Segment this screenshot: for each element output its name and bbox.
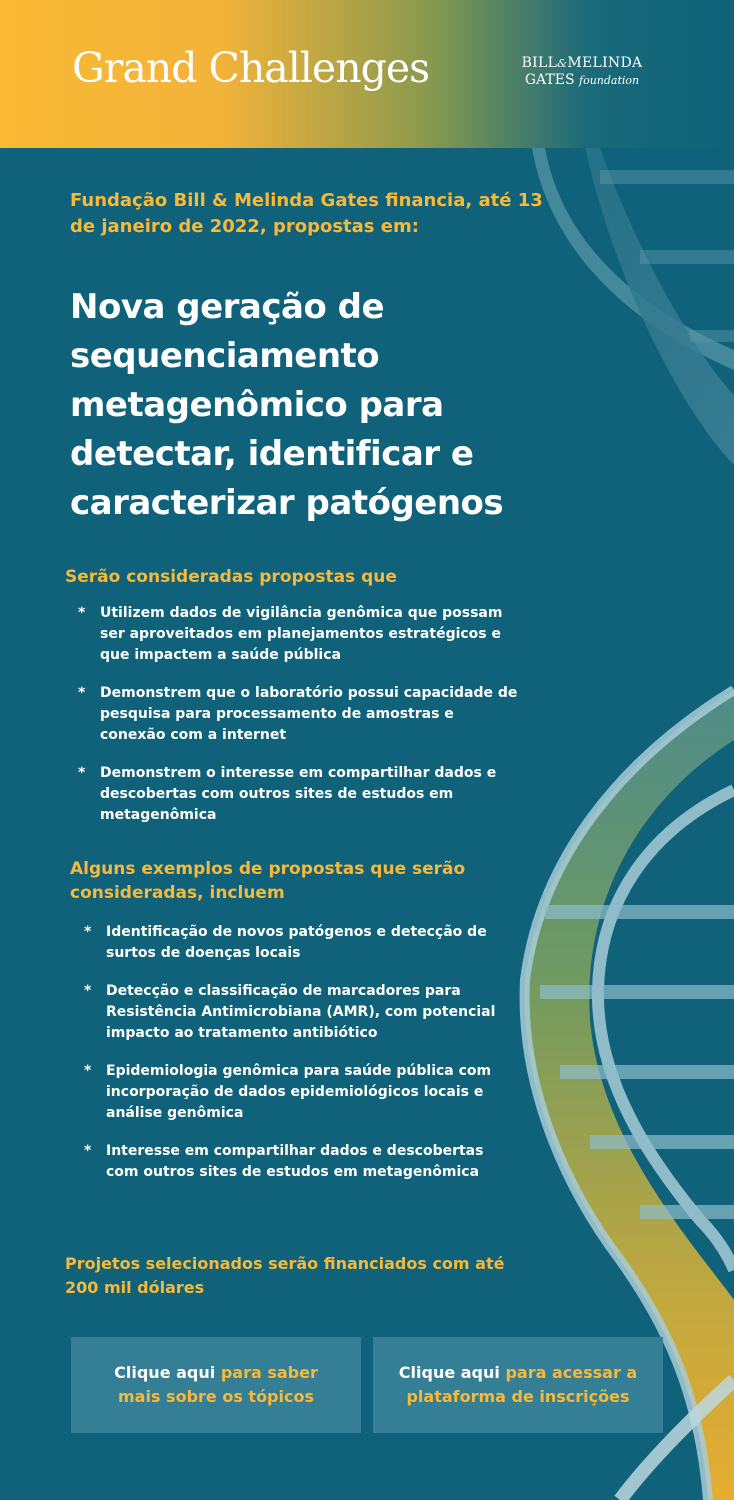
bullet-star: * xyxy=(84,924,92,940)
logo-word-foundation: foundation xyxy=(579,74,640,87)
list-item-text: Detecção e classificação de marcadores para Resistência Antimicrobiana (AMR), com potencial impacto ao tratamento antibiótico xyxy=(106,983,496,1041)
intro-text: Fundação Bill & Melinda Gates financia, até 13 de janeiro de 2022, propostas em: xyxy=(70,190,543,237)
bullet-star: * xyxy=(78,765,86,781)
examples-title: Alguns exemplos de propostas que serão consideradas, incluem xyxy=(70,859,466,903)
criteria-title: Serão consideradas propostas que xyxy=(65,567,397,587)
logo-word-melinda: MELINDA xyxy=(567,55,643,71)
bullet-star: * xyxy=(84,1143,92,1159)
list-item-text: Epidemiologia genômica para saúde pública com incorporação de dados epidemiológicos locais e análise genômica xyxy=(106,1063,492,1121)
apply-button[interactable] xyxy=(373,1337,663,1433)
list-item xyxy=(84,922,504,964)
headline: Nova geração de sequenciamento metagenômico para detectar, identificar e caracterizar patógenos xyxy=(70,287,504,523)
bullet-star: * xyxy=(84,983,92,999)
dna-helix-top xyxy=(532,148,734,465)
list-item xyxy=(78,603,518,666)
topics-button-label xyxy=(91,1361,341,1409)
list-item xyxy=(84,1141,504,1183)
bullet-star: * xyxy=(84,1063,92,1079)
apply-button-lead: Clique aqui xyxy=(398,1363,500,1382)
topics-button-lead: Clique aqui xyxy=(114,1363,216,1382)
topics-button[interactable] xyxy=(71,1337,361,1433)
list-item xyxy=(78,763,518,826)
list-item-text: Demonstrem que o laboratório possui capacidade de pesquisa para processamento de amostras e conexão com a internet xyxy=(100,685,518,743)
logo-line-1 xyxy=(497,55,667,71)
logo-line-2 xyxy=(497,72,667,88)
logo-ampersand: & xyxy=(557,57,568,70)
funding-text: Projetos selecionados serão financiados com até 200 mil dólares xyxy=(65,1254,505,1297)
examples-list xyxy=(84,922,504,1200)
list-item-text: Identificação de novos patógenos e detecção de surtos de doenças locais xyxy=(106,924,487,961)
bullet-star: * xyxy=(78,605,86,621)
list-item-text: Interesse em compartilhar dados e descobertas com outros sites de estudos em metagenômica xyxy=(106,1143,484,1180)
bullet-star: * xyxy=(78,685,86,701)
list-item-text: Utilizem dados de vigilância genômica que possam ser aproveitados em planejamentos estratégicos e que impactem a saúde pública xyxy=(100,605,503,663)
grand-challenges-title: Grand Challenges xyxy=(72,44,430,92)
apply-button-rest: para acessar a plataforma de inscrições xyxy=(406,1363,638,1406)
list-item xyxy=(84,981,504,1044)
apply-button-label xyxy=(393,1361,643,1409)
topics-button-rest: para saber mais sobre os tópicos xyxy=(118,1363,318,1406)
criteria-list xyxy=(78,603,518,843)
gates-foundation-logo xyxy=(497,55,667,88)
logo-word-gates: GATES xyxy=(524,72,575,88)
logo-word-bill: BILL xyxy=(521,55,558,71)
list-item xyxy=(78,683,518,746)
list-item-text: Demonstrem o interesse em compartilhar dados e descobertas com outros sites de estudos em metagenômica xyxy=(100,765,497,823)
list-item xyxy=(84,1061,504,1124)
